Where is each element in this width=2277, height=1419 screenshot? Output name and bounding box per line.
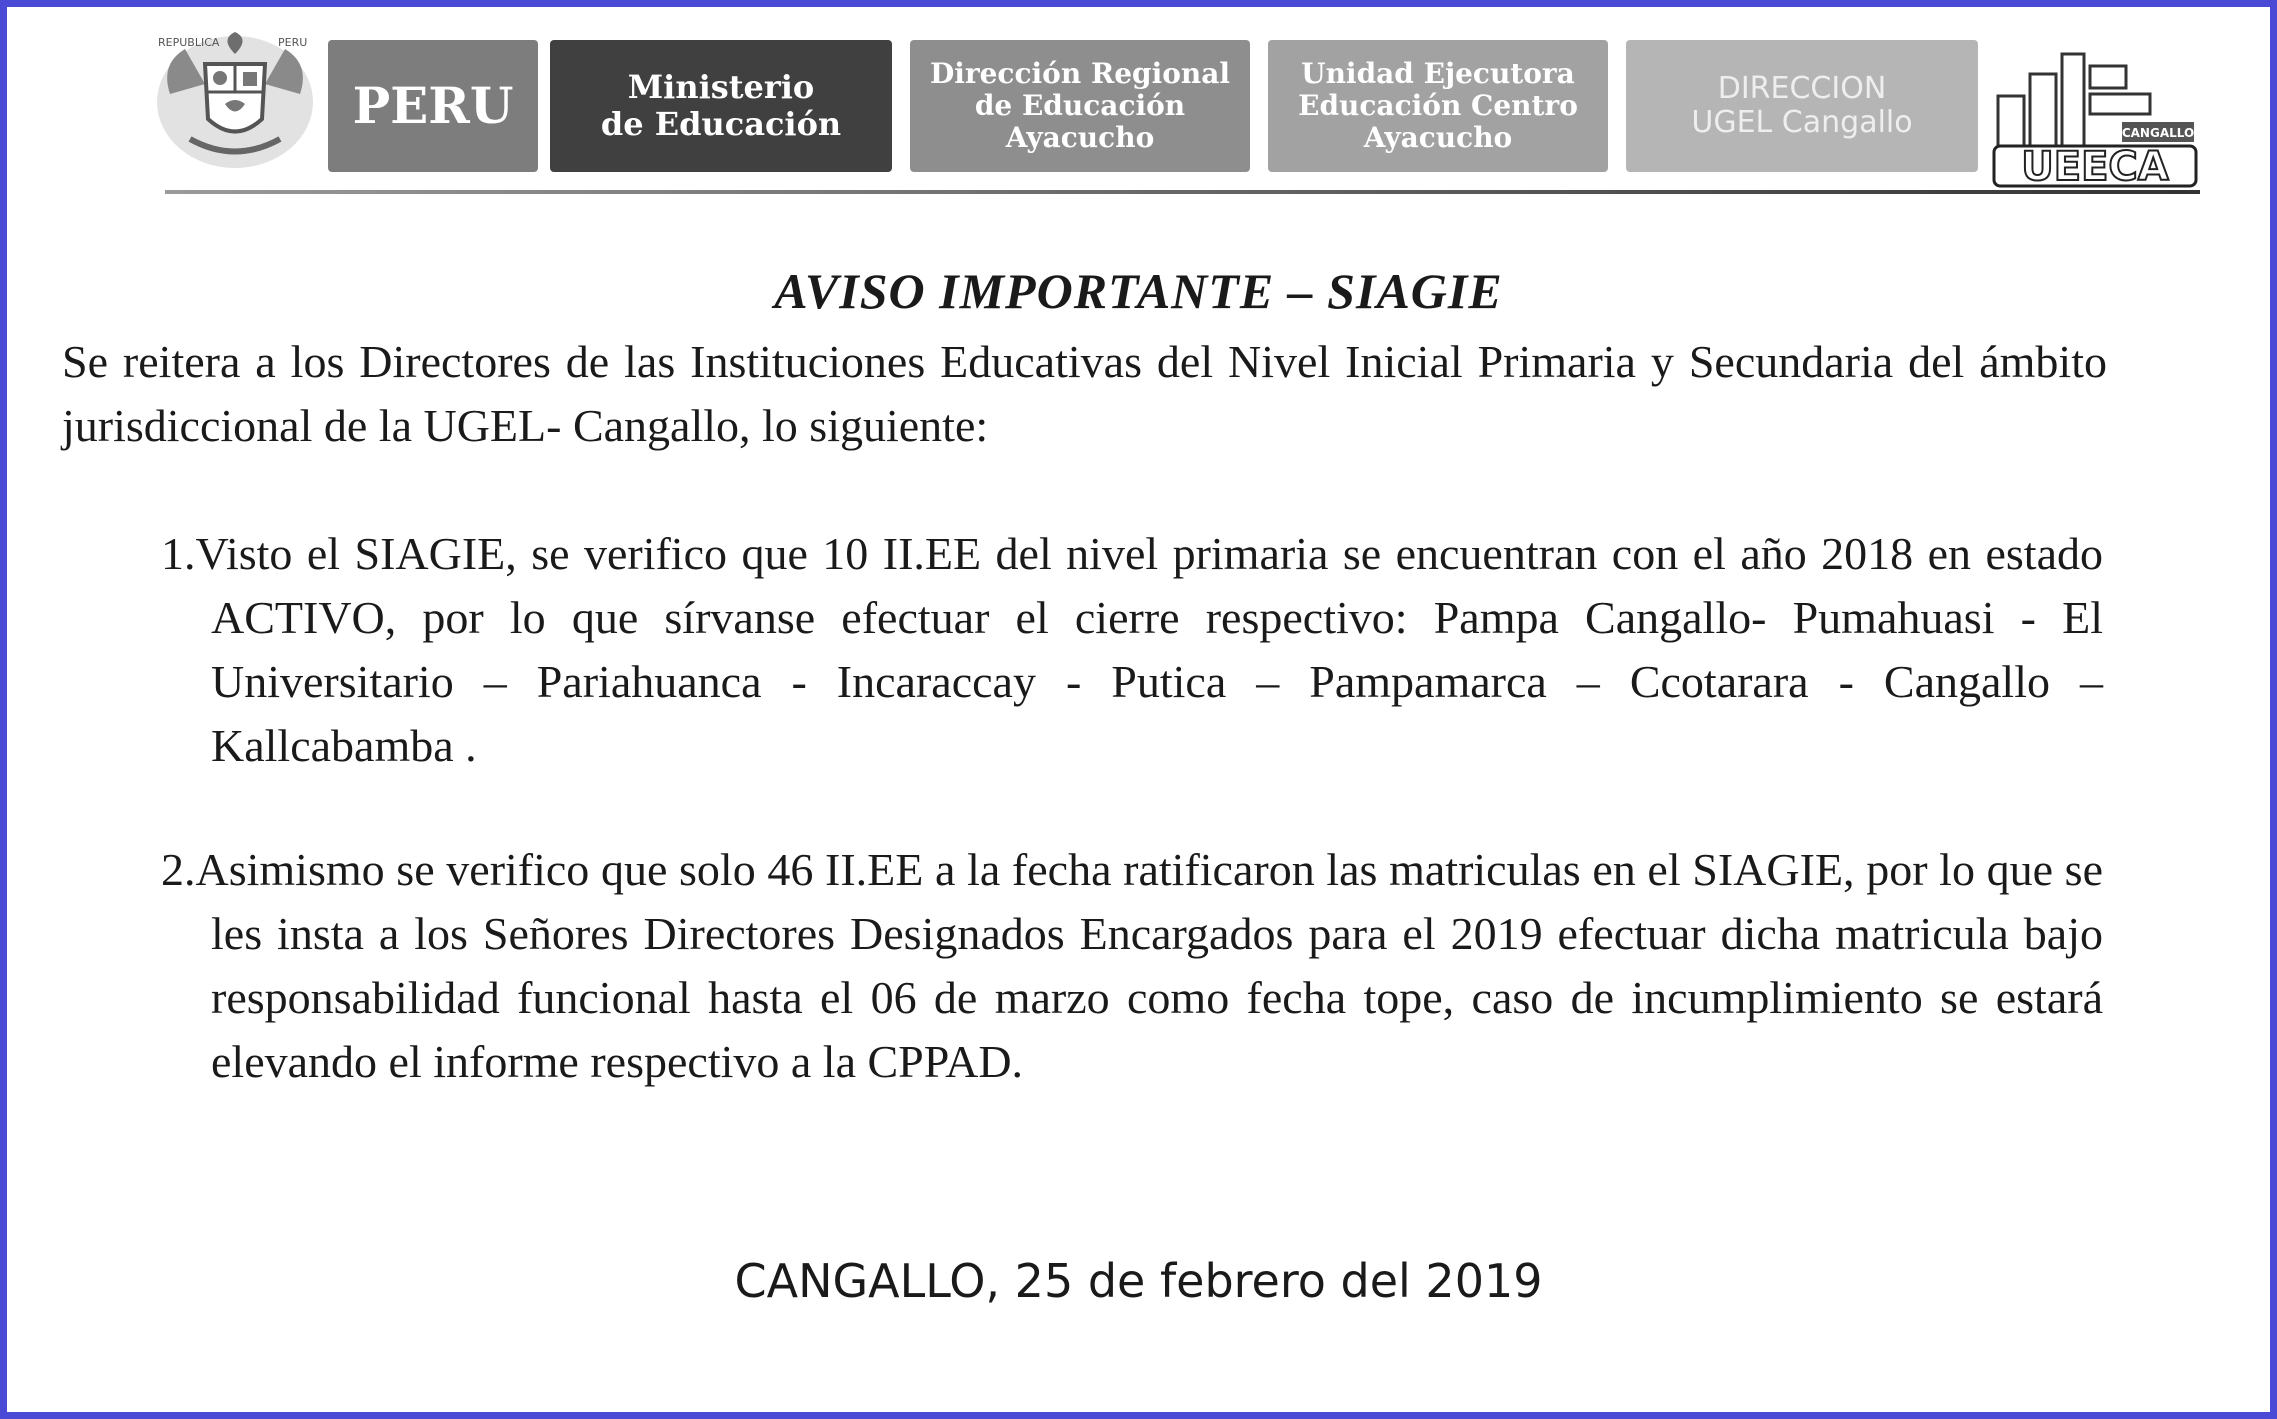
header-divider [165, 190, 2200, 194]
header-peru-label: PERU [352, 76, 514, 136]
header-ugel-line-2: UGEL Cangallo [1691, 105, 1913, 140]
header-dre-line-3: Ayacucho [1005, 121, 1155, 155]
coat-of-arms-icon [150, 24, 320, 174]
header-peru [328, 40, 538, 172]
letterhead [150, 24, 2210, 204]
list-item-number: 1. [161, 528, 196, 579]
header-ugel [1626, 40, 1978, 172]
header-ministerio-line-1: Ministerio [627, 68, 815, 107]
svg-text:REPUBLICA: REPUBLICA [158, 36, 220, 49]
svg-text:PERU: PERU [278, 36, 308, 49]
header-ue-line-3: Ayacucho [1363, 121, 1513, 155]
document-title: AVISO IMPORTANTE – SIAGIE [774, 263, 1503, 319]
document-date: CANGALLO, 25 de febrero del 2019 [734, 1254, 1543, 1308]
header-ue-line-1: Unidad Ejecutora [1301, 56, 1575, 90]
svg-text:CANGALLO: CANGALLO [2121, 126, 2195, 140]
header-dre-line-2: de Educación [974, 88, 1186, 122]
header-unidad-ejecutora [1268, 40, 1608, 172]
ueeca-logo-icon [1990, 44, 2200, 194]
header-ugel-line-1: DIRECCION [1717, 70, 1887, 106]
header-dre-line-1: Dirección Regional [929, 56, 1231, 90]
list-item-text: Asimismo se verifico que solo 46 II.EE a la fecha ratificaron las matriculas en el SIAGIE, por lo que se les insta a los Señores Directores Designados Encargados para el 2019 efectuar dicha matricula bajo responsabilidad funcional hasta el 06 de marzo como fecha tope, caso de incumplimiento se estará elevando el informe respectivo a la CPPAD. [195, 844, 2103, 1087]
intro-paragraph: Se reitera a los Directores de las Instituciones Educativas del Nivel Inicial Primaria y Secundaria del ámbito jurisdiccional de la UGEL- Cangallo, lo siguiente: [62, 336, 2107, 451]
header-direccion-regional [910, 40, 1250, 172]
list-item [108, 522, 2103, 778]
header-ministerio [550, 40, 892, 172]
header-ue-line-2: Educación Centro [1298, 88, 1578, 122]
list-item [108, 838, 2103, 1094]
list-item-number: 2. [161, 844, 196, 895]
svg-text:UEECA: UEECA [2021, 144, 2169, 190]
list-item-text: Visto el SIAGIE, se verifico que 10 II.EE del nivel primaria se encuentran con el año 2018 en estado ACTIVO, por lo que sírvanse efectuar el cierre respectivo: Pampa Cangallo- Pumahuasi - El Universitario – Pariahuanca - Incaraccay - Putica – Pampamarca – Ccotarara - Cangallo –Kallcabamba . [195, 528, 2103, 771]
header-ministerio-line-2: de Educación [600, 105, 842, 143]
